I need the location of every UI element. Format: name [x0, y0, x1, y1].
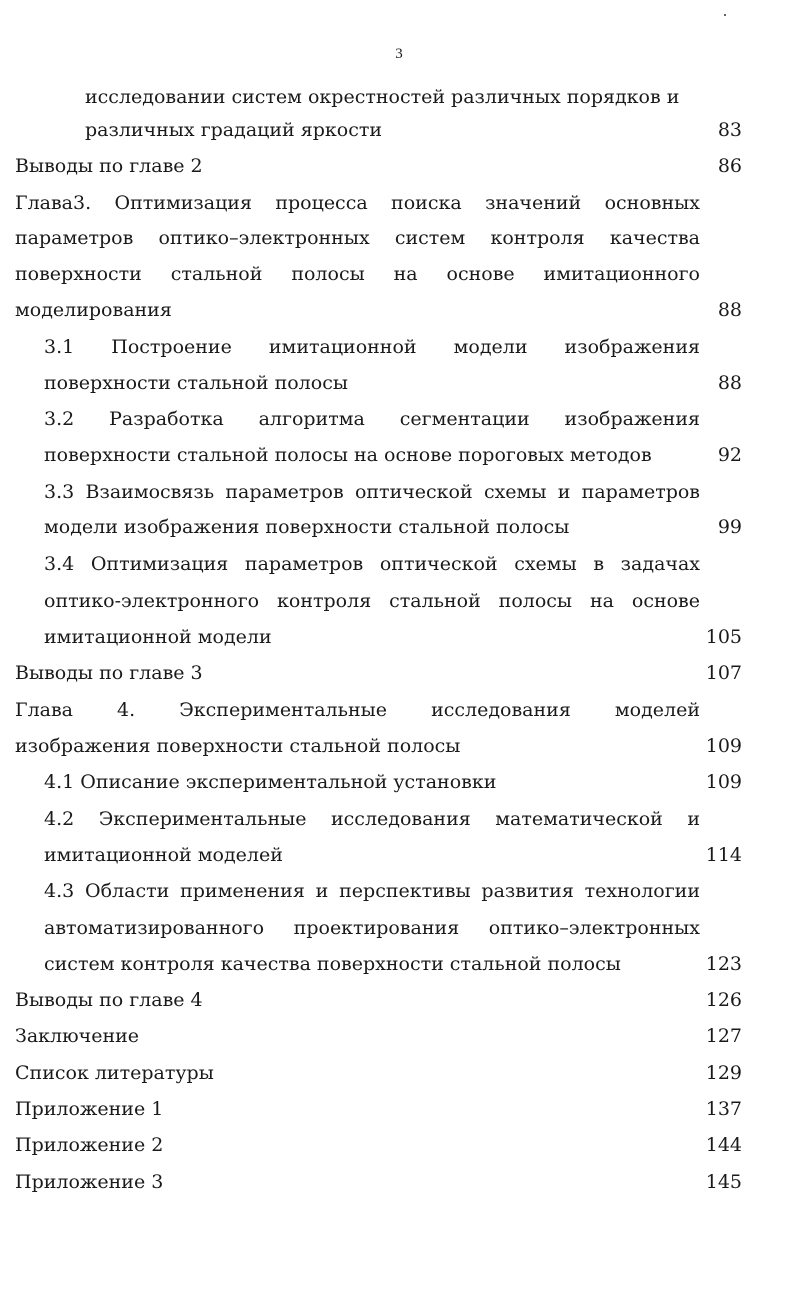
toc-entry-text: Список литературы [15, 1062, 214, 1084]
toc-entry-text: исследовании систем окрестностей различных порядков и [85, 86, 680, 108]
toc-entry-text: Приложение 3 [15, 1171, 164, 1193]
toc-entry [0, 546, 798, 582]
toc-entry [0, 79, 798, 115]
toc-entry-text: модели изображения поверхности стальной полосы [44, 516, 570, 538]
toc-entry-text: имитационной модели [44, 626, 272, 648]
toc-entry-text: систем контроля качества поверхности стальной полосы [44, 953, 621, 975]
toc-entry-page: 88 [717, 299, 742, 321]
toc-entry-page: 99 [717, 516, 742, 538]
toc-entry [0, 619, 798, 655]
toc-entry-text: поверхности стальной полосы [44, 372, 348, 394]
toc-entry-page: 109 [705, 771, 742, 793]
toc-entry [0, 365, 798, 401]
scan-speck [724, 14, 726, 16]
toc-entry-page: 123 [705, 953, 742, 975]
toc-entry-text: Глава 4. Экспериментальные исследования моделей [15, 699, 700, 721]
toc-entry [0, 1018, 798, 1054]
toc-entry-text: параметров оптико–электронных систем контроля качества [15, 227, 700, 249]
toc-entry [0, 474, 798, 510]
toc-entry [0, 837, 798, 873]
toc-entry [0, 728, 798, 764]
toc-entry [0, 946, 798, 982]
toc-entry-page: 105 [705, 626, 742, 648]
toc-entry [0, 1091, 798, 1127]
toc-entry-text: 3.4 Оптимизация параметров оптической схемы в задачах [44, 553, 700, 575]
toc-entry [0, 220, 798, 256]
toc-entry-page: 83 [717, 119, 742, 141]
toc-entry-page: 114 [705, 844, 742, 866]
toc-entry-page: 144 [705, 1134, 742, 1156]
toc-entry-text: имитационной моделей [44, 844, 283, 866]
toc-entry-text: 3.2 Разработка алгоритма сегментации изображения [44, 408, 700, 430]
toc-entry-page: 86 [717, 155, 742, 177]
toc-entry [0, 292, 798, 328]
toc-entry-page: 92 [717, 444, 742, 466]
toc-entry [0, 764, 798, 800]
toc-entry-text: Приложение 1 [15, 1098, 164, 1120]
toc-entry [0, 692, 798, 728]
toc-entry-text: 4.2 Экспериментальные исследования математической и [44, 808, 700, 830]
toc-entry-page: 126 [705, 989, 742, 1011]
toc-entry-text: Глава3. Оптимизация процесса поиска значений основных [15, 192, 700, 214]
toc-entry-text: изображения поверхности стальной полосы [15, 735, 461, 757]
page-number: 3 [395, 46, 403, 62]
toc-entry-text: Выводы по главе 4 [15, 989, 203, 1011]
toc-entry-text: моделирования [15, 299, 172, 321]
toc-entry [0, 329, 798, 365]
toc-entry [0, 583, 798, 619]
toc-entry-page: 109 [705, 735, 742, 757]
toc-entry [0, 185, 798, 221]
toc-entry-text: поверхности стальной полосы на основе имитационного [15, 263, 700, 285]
toc-entry [0, 655, 798, 691]
toc-entry [0, 873, 798, 909]
toc-entry [0, 509, 798, 545]
toc-entry-page: 129 [705, 1062, 742, 1084]
toc-entry-text: Выводы по главе 3 [15, 662, 203, 684]
toc-entry [0, 437, 798, 473]
toc-entry [0, 112, 798, 148]
toc-entry-text: Приложение 2 [15, 1134, 164, 1156]
toc-entry-text: Заключение [15, 1025, 140, 1047]
toc-entry-page: 127 [705, 1025, 742, 1047]
toc-entry [0, 801, 798, 837]
toc-entry [0, 148, 798, 184]
toc-entry [0, 982, 798, 1018]
toc-entry-page: 88 [717, 372, 742, 394]
toc-entry-page: 145 [705, 1171, 742, 1193]
toc-entry-text: 4.1 Описание экспериментальной установки [44, 771, 497, 793]
toc-entry [0, 401, 798, 437]
toc-entry-text: Выводы по главе 2 [15, 155, 203, 177]
toc-entry [0, 1055, 798, 1091]
toc-entry-text: 4.3 Области применения и перспективы развития технологии [44, 880, 700, 902]
toc-entry-page: 137 [705, 1098, 742, 1120]
toc-entry-text: оптико-электронного контроля стальной полосы на основе [44, 590, 700, 612]
toc-entry [0, 1164, 798, 1200]
toc-entry-text: автоматизированного проектирования оптико–электронных [44, 917, 700, 939]
toc-entry [0, 910, 798, 946]
toc-entry-text: поверхности стальной полосы на основе пороговых методов [44, 444, 652, 466]
toc-entry-text: различных градаций яркости [85, 119, 383, 141]
toc-entry [0, 1127, 798, 1163]
toc-entry-page: 107 [705, 662, 742, 684]
toc-entry-text: 3.1 Построение имитационной модели изображения [44, 336, 700, 358]
toc-entry-text: 3.3 Взаимосвязь параметров оптической схемы и параметров [44, 481, 700, 503]
toc-entry [0, 256, 798, 292]
